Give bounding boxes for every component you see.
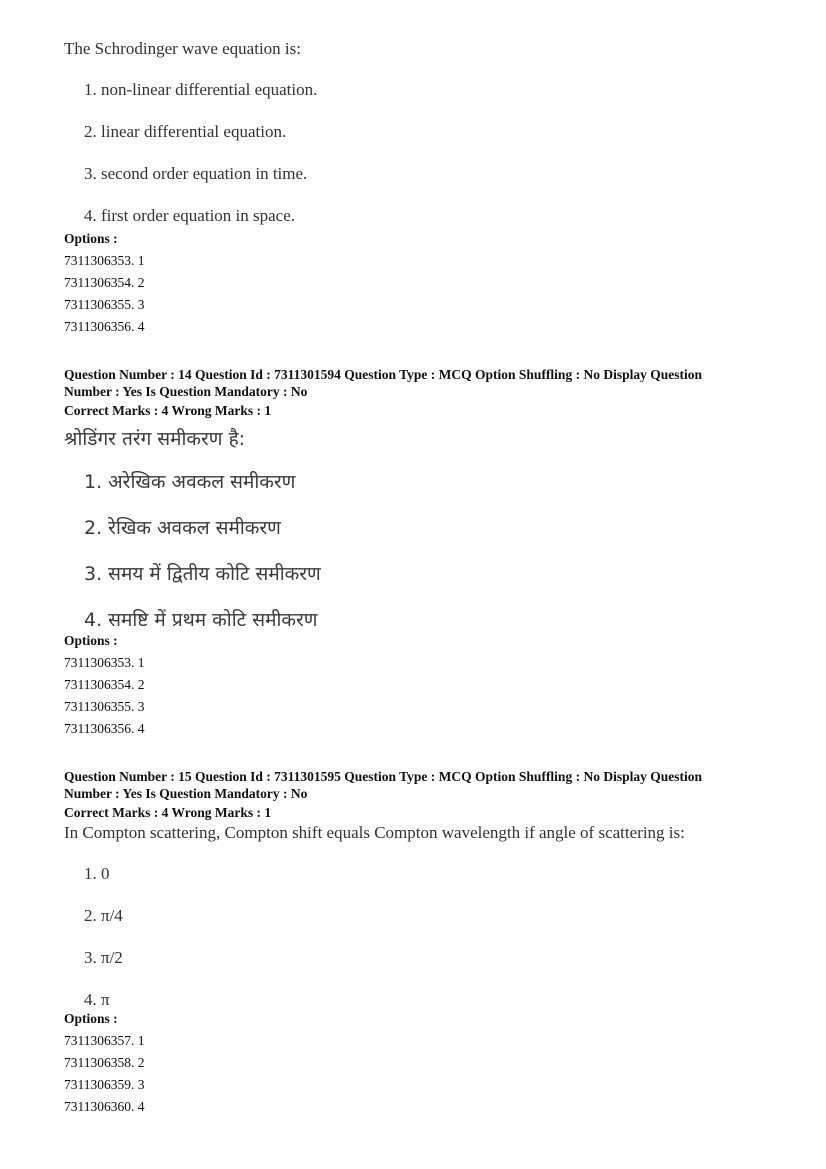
question-14-choice-1: 1. अरेखिक अवकल समीकरण: [84, 471, 296, 493]
question-13-option-4: 7311306356. 4: [64, 319, 145, 334]
question-15-option-2: 7311306358. 2: [64, 1055, 145, 1070]
question-15-text: In Compton scattering, Compton shift equals Compton wavelength if angle of scattering is:: [64, 823, 685, 842]
question-13-option-3: 7311306355. 3: [64, 297, 145, 312]
question-13-choice-1: 1. non-linear differential equation.: [84, 80, 318, 99]
question-14-option-2: 7311306354. 2: [64, 677, 145, 692]
question-14-text: श्रोडिंगर तरंग समीकरण है:: [64, 428, 246, 450]
question-15-choice-3: 3. π/2: [84, 948, 123, 967]
question-14-choice-3: 3. समय में द्वितीय कोटि समीकरण: [84, 563, 321, 585]
question-15-meta-line-1: Question Number : 15 Question Id : 7311301595 Question Type : MCQ Option Shuffling : No Display Question: [64, 769, 702, 784]
question-13-option-1: 7311306353. 1: [64, 253, 145, 268]
question-14-option-1: 7311306353. 1: [64, 655, 145, 670]
question-14-marks: Correct Marks : 4 Wrong Marks : 1: [64, 403, 272, 418]
question-15-choice-1: 1. 0: [84, 864, 110, 883]
question-14-meta-line-1: Question Number : 14 Question Id : 7311301594 Question Type : MCQ Option Shuffling : No Display Question: [64, 367, 702, 382]
question-15-option-3: 7311306359. 3: [64, 1077, 145, 1092]
question-13-choice-4: 4. first order equation in space.: [84, 206, 296, 225]
question-14-meta-line-2: Number : Yes Is Question Mandatory : No: [64, 384, 308, 399]
question-15-marks: Correct Marks : 4 Wrong Marks : 1: [64, 805, 272, 820]
question-15-options-label: Options :: [64, 1011, 118, 1026]
question-14-option-4: 7311306356. 4: [64, 721, 145, 736]
question-15-choice-2: 2. π/4: [84, 906, 123, 925]
question-13-option-2: 7311306354. 2: [64, 275, 145, 290]
question-13-options-label: Options :: [64, 231, 118, 246]
question-15-option-1: 7311306357. 1: [64, 1033, 145, 1048]
question-13-choice-3: 3. second order equation in time.: [84, 164, 308, 183]
question-15-option-4: 7311306360. 4: [64, 1099, 145, 1114]
question-14-option-3: 7311306355. 3: [64, 699, 145, 714]
question-15-choice-4: 4. π: [84, 990, 110, 1009]
question-14-choice-4: 4. समष्टि में प्रथम कोटि समीकरण: [84, 609, 318, 631]
question-13-text: The Schrodinger wave equation is:: [64, 39, 301, 58]
question-13-choice-2: 2. linear differential equation.: [84, 122, 287, 141]
question-14-options-label: Options :: [64, 633, 118, 648]
question-14-choice-2: 2. रेखिक अवकल समीकरण: [84, 517, 281, 539]
question-15-meta-line-2: Number : Yes Is Question Mandatory : No: [64, 786, 308, 801]
